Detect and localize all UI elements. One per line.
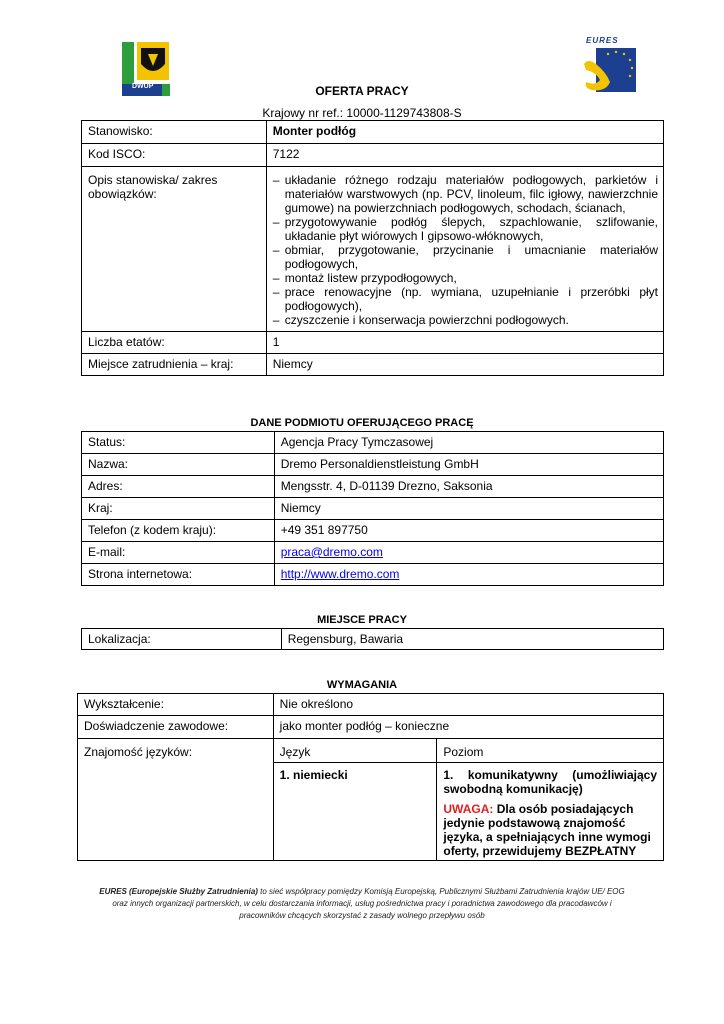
language-column-header: Język xyxy=(273,739,437,763)
footer-line xyxy=(80,886,644,898)
email-cell xyxy=(274,542,663,564)
duty-item: – montaż listew przypodłogowych, xyxy=(273,271,658,285)
position-label: Stanowisko: xyxy=(82,121,267,144)
workplace-country-label: Miejsce zatrudnienia – kraj: xyxy=(82,354,267,376)
name-label: Nazwa: xyxy=(82,454,275,476)
language-1: 1. niemiecki xyxy=(273,763,437,861)
level-1-cell xyxy=(437,763,664,861)
duties-label: Opis stanowiska/ zakres obowiązków: xyxy=(82,167,267,332)
workplace-country-value: Niemcy xyxy=(266,354,663,376)
offer-table xyxy=(81,120,664,376)
footer-bold: EURES (Europejskie Służby Zatrudnienia) xyxy=(99,887,258,896)
document-title: OFERTA PRACY xyxy=(315,84,409,98)
workplace-section-title: MIEJSCE PRACY xyxy=(317,614,407,626)
country-label: Kraj: xyxy=(82,498,275,520)
duty-item: – prace renowacyjne (np. wymiana, uzupełnianie i przeróbki płyt podłogowych), xyxy=(273,285,658,313)
phone-value: +49 351 897750 xyxy=(274,520,663,542)
website-label: Strona internetowa: xyxy=(82,564,275,586)
isco-value: 7122 xyxy=(266,144,663,167)
level-1: 1. komunikatywny (umożliwiający swobodną komunikację) xyxy=(443,768,657,796)
name-value: Dremo Personaldienstleistung GmbH xyxy=(274,454,663,476)
duty-item: – przygotowywanie podłóg ślepych, szpachlowanie, szlifowanie, układanie płyt wiórowych I gipsowo-włóknowych, xyxy=(273,215,658,243)
note-prefix: UWAGA: xyxy=(443,802,494,816)
count-label: Liczba etatów: xyxy=(82,332,267,354)
footer-text-1: to sieć współpracy pomiędzy Komisją Europejską, Publicznymi Służbami Zatrudnienia krajów UE/ EOG xyxy=(257,887,625,896)
footer xyxy=(80,886,644,922)
address-value: Mengsstr. 4, D-01139 Drezno, Saksonia xyxy=(274,476,663,498)
eures-logo-text: EURES xyxy=(586,36,619,45)
employer-table xyxy=(81,431,664,586)
count-value: 1 xyxy=(266,332,663,354)
status-label: Status: xyxy=(82,432,275,454)
duty-item: – obmiar, przygotowanie, przycinanie i umacnianie materiałów podłogowych, xyxy=(273,243,658,271)
duty-item: – czyszczenie i konserwacja powierzchni podłogowych. xyxy=(273,313,658,327)
website-link[interactable]: http://www.dremo.com xyxy=(280,567,400,581)
isco-label: Kod ISCO: xyxy=(82,144,267,167)
education-label: Wykształcenie: xyxy=(78,694,274,716)
employer-section-title: DANE PODMIOTU OFERUJĄCEGO PRACĘ xyxy=(250,417,474,429)
footer-text-2: oraz innych organizacji partnerskich, w celu dostarczania informacji, usług pośrednictwa pracy i poradnictwa zawodowego dla pracodawców i xyxy=(112,899,612,908)
note-text: Dla osób posiadających jedynie podstawową znajomość języka, a spełniających inne wymogi oferty, przewidujemy BEZPŁATNY xyxy=(443,802,651,858)
workplace-table xyxy=(81,628,664,650)
language-note xyxy=(443,802,657,858)
location-value: Regensburg, Bawaria xyxy=(281,629,663,650)
email-link[interactable]: praca@dremo.com xyxy=(280,545,383,559)
dwup-logo-text: DWUP xyxy=(132,83,154,90)
address-label: Adres: xyxy=(82,476,275,498)
duty-item: – układanie różnego rodzaju materiałów podłogowych, parkietów i materiałów warstwowych (np. PCV, linoleum, filc igłowy, nawierzchnie gumowe) na powierzchniach podłogowych, schodach, ścianach, xyxy=(273,173,658,215)
requirements-section-title: WYMAGANIA xyxy=(326,679,398,691)
reference-number: Krajowy nr ref.: 10000-1129743808-S xyxy=(262,106,462,120)
experience-value: jako monter podłóg – konieczne xyxy=(273,716,663,739)
languages-label: Znajomość języków: xyxy=(78,739,274,861)
position-value: Monter podłóg xyxy=(266,121,663,144)
phone-label: Telefon (z kodem kraju): xyxy=(82,520,275,542)
level-column-header: Poziom xyxy=(437,739,664,763)
email-label: E-mail: xyxy=(82,542,275,564)
duties-list xyxy=(273,173,658,327)
footer-text-3: pracowników chcących skorzystać z zasady wolnego przepływu osób xyxy=(239,911,485,920)
education-value: Nie określono xyxy=(273,694,663,716)
country-value: Niemcy xyxy=(274,498,663,520)
experience-label: Doświadczenie zawodowe: xyxy=(78,716,274,739)
duties-cell xyxy=(266,167,663,332)
website-cell xyxy=(274,564,663,586)
location-label: Lokalizacja: xyxy=(82,629,282,650)
status-value: Agencja Pracy Tymczasowej xyxy=(274,432,663,454)
requirements-table xyxy=(77,693,664,861)
